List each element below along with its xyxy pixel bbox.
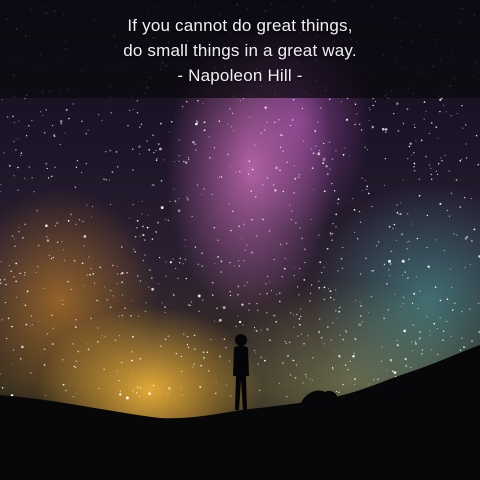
quote-line-2: do small things in a great way. [123,41,357,60]
quote-line-1: If you cannot do great things, [127,16,353,35]
person-silhouette [233,334,249,410]
quote-author: - Napoleon Hill - [177,66,303,85]
quote-banner [0,0,480,98]
